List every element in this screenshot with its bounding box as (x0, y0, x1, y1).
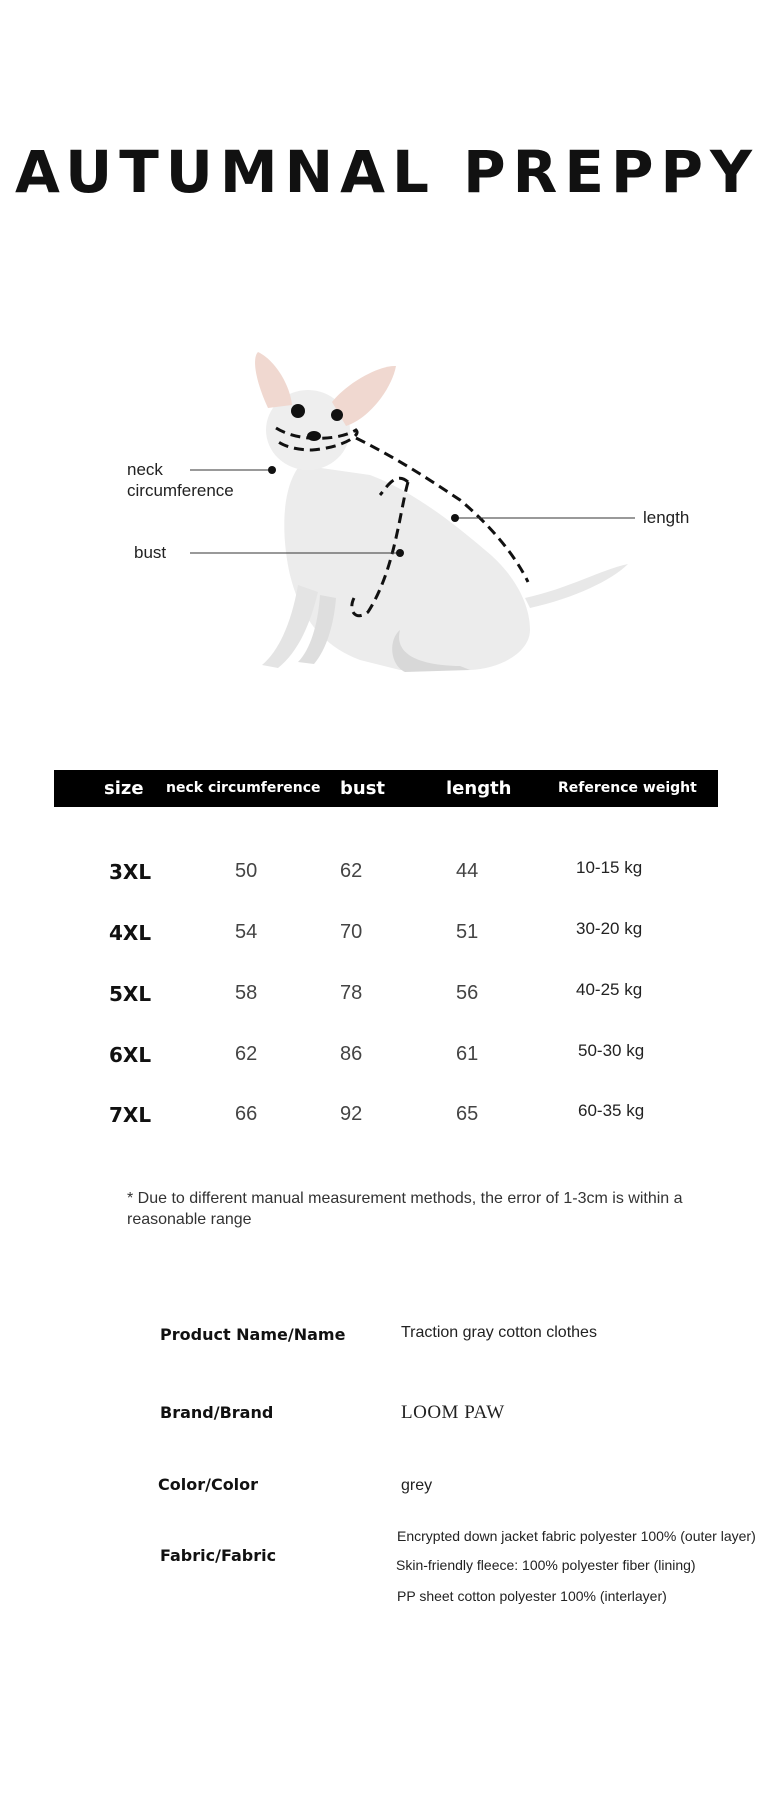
cell-size: 4XL (109, 921, 152, 945)
header-size: size (104, 778, 144, 799)
fabric-line-outer: Encrypted down jacket fabric polyester 100% (outer layer) (397, 1528, 756, 1544)
header-bust: bust (340, 778, 386, 799)
cell-neck: 54 (235, 921, 258, 943)
cell-length: 56 (456, 982, 479, 1004)
cell-weight: 10-15 kg (576, 858, 643, 877)
page-title: AUTUMNAL PREPPY (15, 138, 759, 206)
cell-size: 5XL (109, 982, 152, 1006)
brand-label: Brand/Brand (160, 1403, 274, 1422)
cell-length: 51 (456, 921, 479, 943)
cell-length: 65 (456, 1103, 479, 1125)
measurement-note: * Due to different manual measurement methods, the error of 1-3cm is within a reasonable range (127, 1190, 683, 1228)
table-row (0, 1101, 774, 1141)
cell-size: 3XL (109, 860, 152, 884)
fabric-line-interlayer: PP sheet cotton polyester 100% (interlayer) (397, 1588, 667, 1604)
cell-length: 61 (456, 1043, 479, 1065)
cell-weight: 30-20 kg (576, 919, 643, 938)
cell-bust: 92 (340, 1103, 363, 1125)
cell-neck: 50 (235, 860, 258, 882)
cell-weight: 60-35 kg (578, 1101, 645, 1120)
header-neck: neck circumference (166, 780, 321, 796)
measurement-diagram (0, 330, 774, 710)
cell-bust: 86 (340, 1043, 363, 1065)
table-row (0, 919, 774, 959)
product-name-value: Traction gray cotton clothes (401, 1324, 597, 1341)
cell-weight: 40-25 kg (576, 980, 643, 999)
brand-value: LOOM PAW (401, 1402, 505, 1423)
size-table-header (54, 770, 718, 807)
table-row (0, 1041, 774, 1081)
table-row (0, 858, 774, 898)
cell-length: 44 (456, 860, 479, 882)
length-label: length (643, 508, 690, 527)
product-name-label: Product Name/Name (160, 1325, 346, 1344)
cell-bust: 78 (340, 982, 363, 1004)
cell-size: 7XL (109, 1103, 152, 1127)
neck-label-line2: circumference (127, 481, 234, 500)
cell-size: 6XL (109, 1043, 152, 1067)
cell-bust: 62 (340, 860, 363, 882)
neck-label-line1: neck (127, 460, 163, 479)
cell-neck: 58 (235, 982, 258, 1004)
header-length: length (446, 778, 512, 799)
color-label: Color/Color (158, 1475, 259, 1494)
cell-neck: 66 (235, 1103, 258, 1125)
bust-label: bust (134, 543, 167, 562)
cell-weight: 50-30 kg (578, 1041, 645, 1060)
cell-bust: 70 (340, 921, 363, 943)
color-value: grey (401, 1477, 433, 1494)
neck-label (127, 459, 234, 501)
header-weight: Reference weight (558, 780, 697, 796)
fabric-label: Fabric/Fabric (160, 1546, 277, 1565)
cell-neck: 62 (235, 1043, 258, 1065)
table-row (0, 980, 774, 1020)
fabric-line-lining: Skin-friendly fleece: 100% polyester fiber (lining) (396, 1557, 696, 1573)
